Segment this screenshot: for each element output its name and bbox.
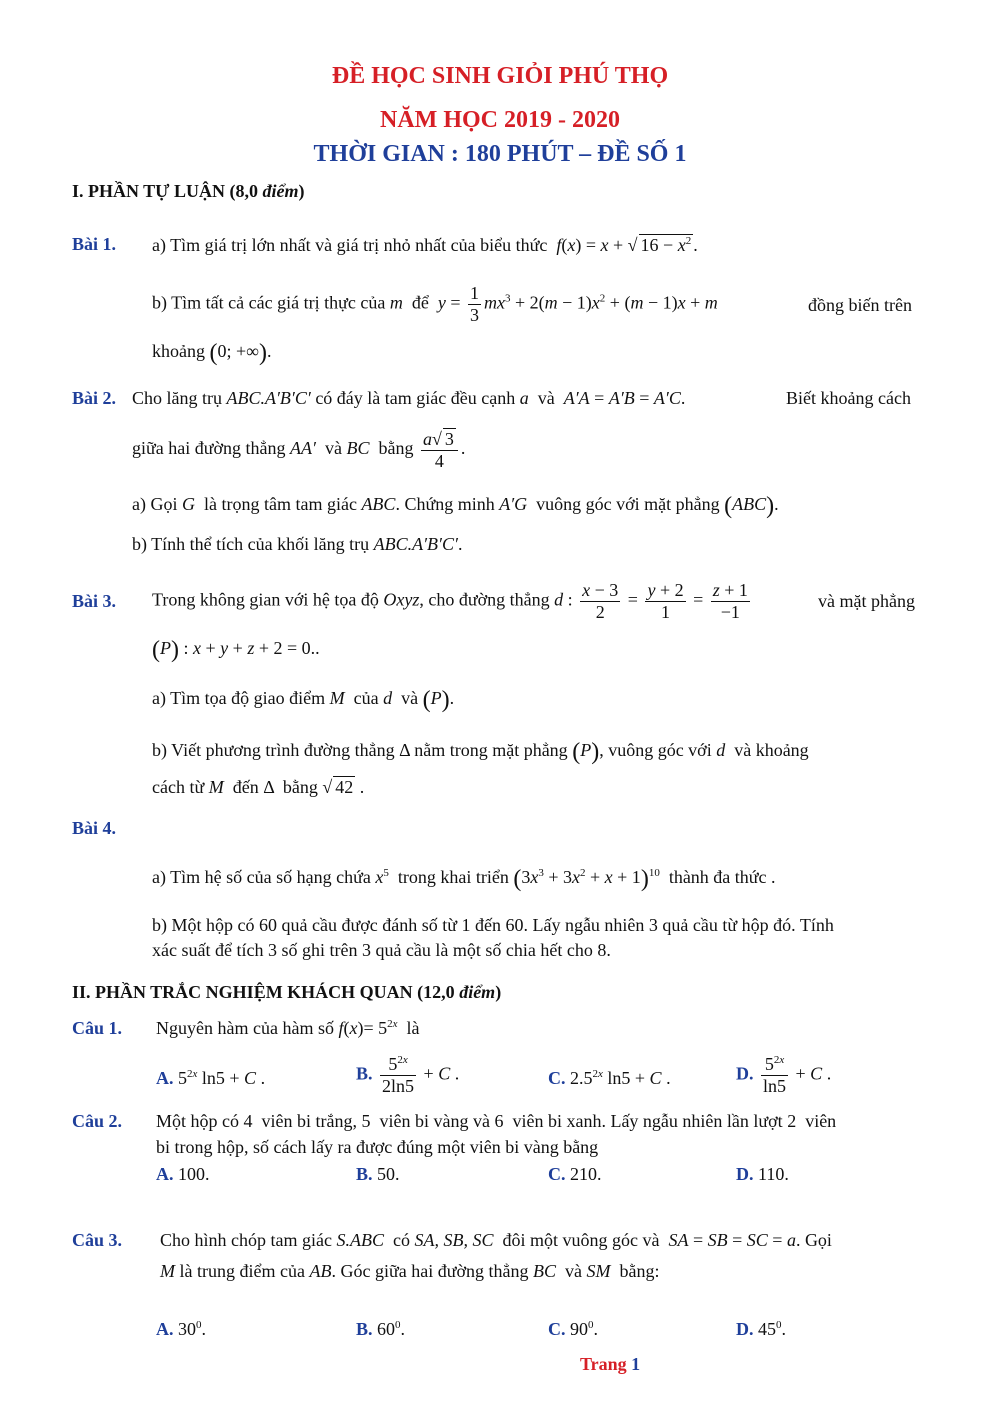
bai2-label: Bài 2. [72,388,117,408]
cau2-option-c[interactable]: C. 210. [548,1164,602,1184]
bai3-label: Bài 3. [72,591,117,611]
bai3-part-a: a) Tìm tọa độ giao điểm M của d và (P). [152,687,455,713]
cau3-label: Câu 3. [72,1230,123,1250]
title-line-1: ĐỀ HỌC SINH GIỎI PHÚ THỌ [331,63,669,89]
cau1-label: Câu 1. [72,1018,123,1038]
bai2-line2: giữa hai đường thẳng AA′ và BC bằng $\frac{a√ 3}{4}$ . [132,429,466,471]
cau1-option-d[interactable]: D. $\frac{5^{2x}}{\ln 5}$ + C . [736,1054,832,1096]
bai2-line1: Cho lăng trụ ABC.A′B′C′ có đáy là tam giác đều cạnh a và A′A = A′B = A′C. [132,388,686,408]
cau2-label: Câu 2. [72,1111,123,1131]
cau1-option-b[interactable]: B. $\frac{5^{2x}}{2\ln 5}$ + C . [356,1054,460,1096]
title-line-3: THỜI GIAN : 180 PHÚT – ĐỀ SỐ 1 [313,141,687,167]
bai1-part-b-end: đồng biến trên [808,295,912,315]
bai1-part-b-line2: khoảng (0; +∞). [152,340,272,366]
bai4-part-b-line2: xác suất để tích 3 số ghi trên 3 quả cầu là một số chia hết cho 8. [152,940,611,960]
title-line-2: NĂM HỌC 2019 - 2020 [380,107,620,133]
page-footer: Trang 1 [580,1354,641,1374]
cau3-option-c[interactable]: C. $90^0$. [548,1319,598,1339]
cau2-option-a[interactable]: A. 100. [156,1164,210,1184]
bai2-line1-end: Biết khoảng cách [786,388,911,408]
cau3-option-a[interactable]: A. $30^0$. [156,1319,206,1339]
cau3-option-b[interactable]: B. $60^0$. [356,1319,406,1339]
bai2-part-a: a) Gọi G là trọng tâm tam giác ABC. Chứng minh A′G vuông góc với mặt phẳng (ABC). [132,493,779,519]
bai1-part-b: b) Tìm tất cả các giá trị thực của m để y = $\frac{1}{3}$ $mx^3 + 2(m - 1)x^2 + (m - 1)x + m$ [152,283,718,325]
bai3-line1: Trong không gian với hệ tọa độ Oxyz, cho đường thẳng d : $\frac{x - 3}{2}$ = $\frac{y + 2}{1}$ = $\frac{z + 1}{-1}$ [152,580,748,622]
cau1-option-c[interactable]: C. $2.5^{2x}$ ln5 + C . [548,1068,671,1088]
cau2-option-d[interactable]: D. 110. [736,1164,789,1184]
part2-heading: II. PHẦN TRẮC NGHIỆM KHÁCH QUAN (12,0 điểm) [72,982,502,1002]
bai3-plane-eq: (P) : x + y + z + 2 = 0.. [152,637,320,663]
bai1-label: Bài 1. [72,234,117,254]
bai4-part-a: a) Tìm hệ số của số hạng chứa $x^5$ trong khai triển $(3x^3 + 3x^2 + x + 1)^{10}$ thành đa thức . [152,866,776,892]
cau2-option-b[interactable]: B. 50. [356,1164,400,1184]
bai4-part-b-line1: b) Một hộp có 60 quả cầu được đánh số từ 1 đến 60. Lấy ngẫu nhiên 3 quả cầu từ hộp đó. Tính [152,915,834,935]
cau2-line1: Một hộp có 4 viên bi trắng, 5 viên bi vàng và 6 viên bi xanh. Lấy ngẫu nhiên lần lượt 2 viên [156,1111,837,1131]
cau1-text: Nguyên hàm của hàm số $f(x)= 5^{2x}$ là [156,1018,420,1038]
cau3-option-d[interactable]: D. $45^0$. [736,1319,786,1339]
bai2-part-b: b) Tính thể tích của khối lăng trụ ABC.A′B′C′. [132,534,463,554]
cau2-line2: bi trong hộp, số cách lấy ra được đúng một viên bi vàng bằng [156,1137,599,1157]
bai3-part-b: b) Viết phương trình đường thẳng Δ nằm trong mặt phẳng (P), vuông góc với d và khoảng [152,739,809,765]
bai4-label: Bài 4. [72,818,117,838]
bai3-line1-end: và mặt phẳng [818,591,915,611]
part1-heading: I. PHẦN TỰ LUẬN (8,0 điểm) [72,181,305,201]
bai1-part-a: a) Tìm giá trị lớn nhất và giá trị nhỏ nhất của biểu thức f(x) = x + √ $16 - x^2$ . [152,235,698,255]
cau3-line2: M là trung điểm của AB. Góc giữa hai đường thẳng BC và SM bằng: [160,1261,660,1281]
cau3-line1: Cho hình chóp tam giác S.ABC có SA, SB, SC đôi một vuông góc và SA = SB = SC = a. Gọi [160,1230,832,1250]
bai3-part-b-line2: cách từ M đến Δ bằng √ 42 . [152,777,365,797]
cau1-option-a[interactable]: A. $5^{2x}$ ln5 + C . [156,1068,266,1088]
